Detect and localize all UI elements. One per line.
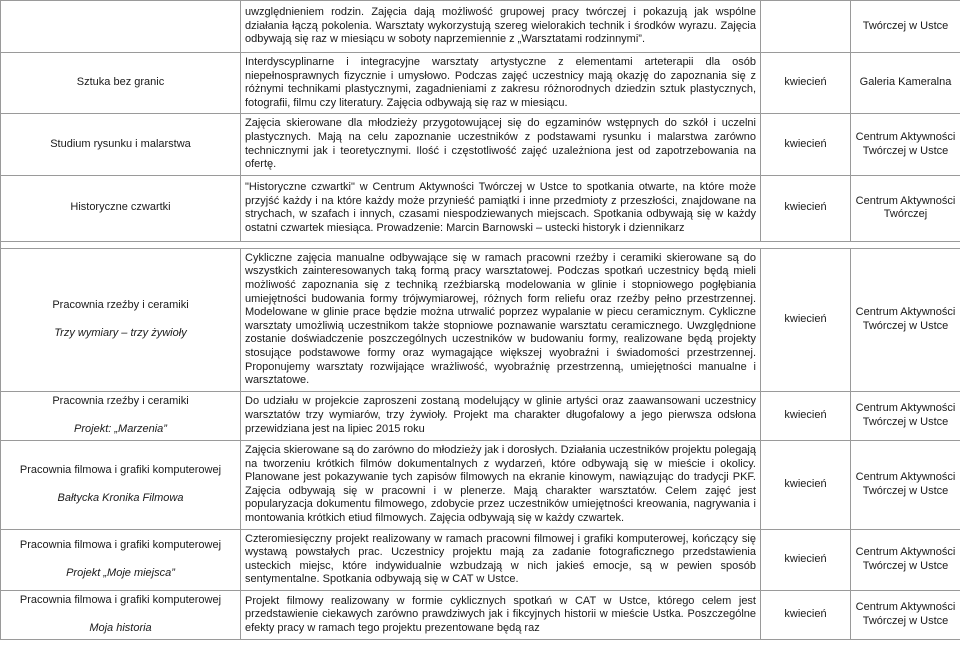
- activity-title: Pracownia filmowa i grafiki komputerowej: [19, 463, 222, 476]
- activity-place: Galeria Kameralna: [851, 53, 960, 114]
- activity-subtitle: Bałtycka Kronika Filmowa: [57, 492, 184, 505]
- activity-description: "Historyczne czwartki" w Centrum Aktywności Twórczej w Ustce to spotkania otwarte, na które może przyjść każdy i na które każdy może przynieść pamiątki i inne przedmioty z przeszłości, znajdowane na strychach, w szafach i innych, czasami niespodziewanych miejscach. Spotkania odbywają się w każdy ostatni czwartek miesiąca. Prowadzenie: Marcin Barnowski – ustecki historyk i dziennikarz: [241, 175, 761, 241]
- activity-name-cell: [1, 248, 241, 391]
- activity-place: Centrum Aktywności Twórczej w Ustce: [851, 440, 960, 529]
- activity-month: kwiecień: [761, 53, 851, 114]
- activity-month: kwiecień: [761, 248, 851, 391]
- table-row: [1, 391, 960, 440]
- activity-subtitle: Projekt „Moje miejsca”: [66, 567, 175, 580]
- activity-subtitle: Trzy wymiary – trzy żywioły: [54, 327, 187, 340]
- table-row: [1, 248, 960, 391]
- activity-place: Centrum Aktywności Twórczej: [851, 175, 960, 241]
- activity-subtitle: Projekt: „Marzenia”: [74, 423, 167, 436]
- activity-place: Centrum Aktywności Twórczej w Ustce: [851, 391, 960, 440]
- activity-month: kwiecień: [761, 391, 851, 440]
- activity-name-cell: [1, 391, 241, 440]
- activity-month: [761, 1, 851, 53]
- activity-place: Centrum Aktywności Twórczej w Ustce: [851, 248, 960, 391]
- activity-month: kwiecień: [761, 114, 851, 175]
- activity-title: Pracownia rzeźby i ceramiki: [52, 298, 189, 311]
- activity-title: Studium rysunku i malarstwa: [50, 137, 191, 150]
- activity-title: Pracownia filmowa i grafiki komputerowej: [19, 538, 222, 551]
- activity-month: kwiecień: [761, 175, 851, 241]
- activity-title: Historyczne czwartki: [70, 201, 171, 214]
- activity-place: Centrum Aktywności Twórczej w Ustce: [851, 529, 960, 590]
- activity-description: Do udziału w projekcie zaproszeni zostaną modelujący w glinie artyści oraz zaawansowani uczestnicy warsztatów trzy wymiarów, trzy żywioły. Projekt ma charakter długofalowy a jego pierwsza odsłona przewidziana jest na lipiec 2015 roku: [241, 391, 761, 440]
- table-row: [1, 175, 960, 241]
- table-row: [1, 114, 960, 175]
- activity-subtitle: Moja historia: [89, 622, 152, 635]
- activity-month: kwiecień: [761, 440, 851, 529]
- activity-month: kwiecień: [761, 590, 851, 639]
- activity-description: Czteromiesięczny projekt realizowany w ramach pracowni filmowej i grafiki komputerowej, kończący się wystawą powstałych prac. Uczestnicy projektu mają za zadanie fotograficznego przedstawienia usteckich miejsc, które indywidualnie wzbudzają w nich jakieś emocje, są w pewien sposób sentymentalne. Spotkania odbywają się w CAT w Ustce.: [241, 529, 761, 590]
- activity-name-cell: [1, 529, 241, 590]
- activity-name-cell: [1, 1, 241, 53]
- activity-description: Zajęcia skierowane dla młodzieży przygotowującej się do egzaminów wstępnych do szkół i uczelni plastycznych. Mają na celu zapoznanie uczestników z podstawami rysunku i malarstwa zarówno technicznymi jak i teoretycznymi. Ilość i częstotliwość zajęć uzależniona jest od zapotrzebowania na ofertę.: [241, 114, 761, 175]
- table-row: [1, 590, 960, 639]
- activity-name-cell: [1, 440, 241, 529]
- activity-description: Cykliczne zajęcia manualne odbywające się w ramach pracowni rzeźby i ceramiki skierowane są do wszystkich zainteresowanych taką formą pracy warsztatowej. Podczas spotkań uczestnicy będą mieli możliwość zapoznania się z techniką rzeźbiarską modelowania w glinie i stopniowego pogłębiania umiejętności budowania formy trójwymiarowej, różnych form reliefu oraz rzeźby pełno przestrzennej. Modelowane w glinie prace będzie można utrwalić poprzez wypalanie w piecu ceramicznym. Cykliczne warsztaty umożliwią uczestnikom także stopniowe poznawanie warsztatu ceramicznego. Uwzględnione zostanie doświadczenie poszczególnych uczestników w budowaniu formy, realizowane będą projekty stosujące podstawowe formy oraz wymagające większej wyobraźni i świadomości przestrzennej. Proponujemy warsztaty rozwijające wrażliwość, wyobraźnię przestrzenną, umiejętności manualne i warsztatowe.: [241, 248, 761, 391]
- activity-description: Zajęcia skierowane są do zarówno do młodzieży jak i dorosłych. Działania uczestników projektu polegają na tworzeniu krótkich filmów dokumentalnych z wydarzeń, które odbywają się w mieście i okolicy. Planowane jest pokazywanie tych zapisów filmowych na ekranie kinowym, nawiązując do tradycji PKF. Zajęcia odbywają się w pracowni i w plenerze. Mają charakter warsztatów. Celem zajęć jest popularyzacja dokumentu filmowego, zdobycie przez uczestników umiejętności kreowania, nagrywania i montowania krótkich etiud filmowych. Zajęcia odbywają się w każdy czwartek.: [241, 440, 761, 529]
- separator-cell: [1, 241, 960, 248]
- table-row: [1, 1, 960, 53]
- activity-title: Sztuka bez granic: [76, 76, 165, 89]
- activity-description: uwzględnieniem rodzin. Zajęcia dają możliwość grupowej pracy twórczej i pokazują jak wspólne działania łączą pokolenia. Warsztaty wykorzystują szereg wielorakich technik i środków wyrazu. Zajęcia odbywają się raz w miesiącu w soboty naprzemiennie z „Warsztatami rodzinnymi”.: [241, 1, 761, 53]
- activity-month: kwiecień: [761, 529, 851, 590]
- activity-title: Pracownia rzeźby i ceramiki: [52, 394, 189, 407]
- activity-name-cell: [1, 53, 241, 114]
- table-row: [1, 53, 960, 114]
- activity-name-cell: [1, 175, 241, 241]
- table-row: [1, 529, 960, 590]
- activity-description: Interdyscyplinarne i integracyjne warsztaty artystyczne z elementami arteterapii dla osób niepełnosprawnych fizycznie i umysłowo. Podczas zajęć uczestnicy mają okazję do zapoznania się z różnymi technikami plastycznymi, zagadnieniami z zakresu różnorodnych dziedzin sztuk plastycznych, fotografii, filmu czy literatury. Zajęcia odbywają się raz w miesiącu.: [241, 53, 761, 114]
- activity-place: Centrum Aktywności Twórczej w Ustce: [851, 114, 960, 175]
- activity-title: Pracownia filmowa i grafiki komputerowej: [19, 593, 222, 606]
- activity-name-cell: [1, 590, 241, 639]
- activity-name-cell: [1, 114, 241, 175]
- activity-place: Twórczej w Ustce: [851, 1, 960, 53]
- activity-place: Centrum Aktywności Twórczej w Ustce: [851, 590, 960, 639]
- activity-description: Projekt filmowy realizowany w formie cyklicznych spotkań w CAT w Ustce, którego celem jest przedstawienie ciekawych zarówno prawdziwych jak i fikcyjnych historii w mieście Ustka. Poszczególne efekty pracy w ramach tego projektu prezentowane będą raz: [241, 590, 761, 639]
- row-separator: [1, 241, 960, 248]
- table-row: [1, 440, 960, 529]
